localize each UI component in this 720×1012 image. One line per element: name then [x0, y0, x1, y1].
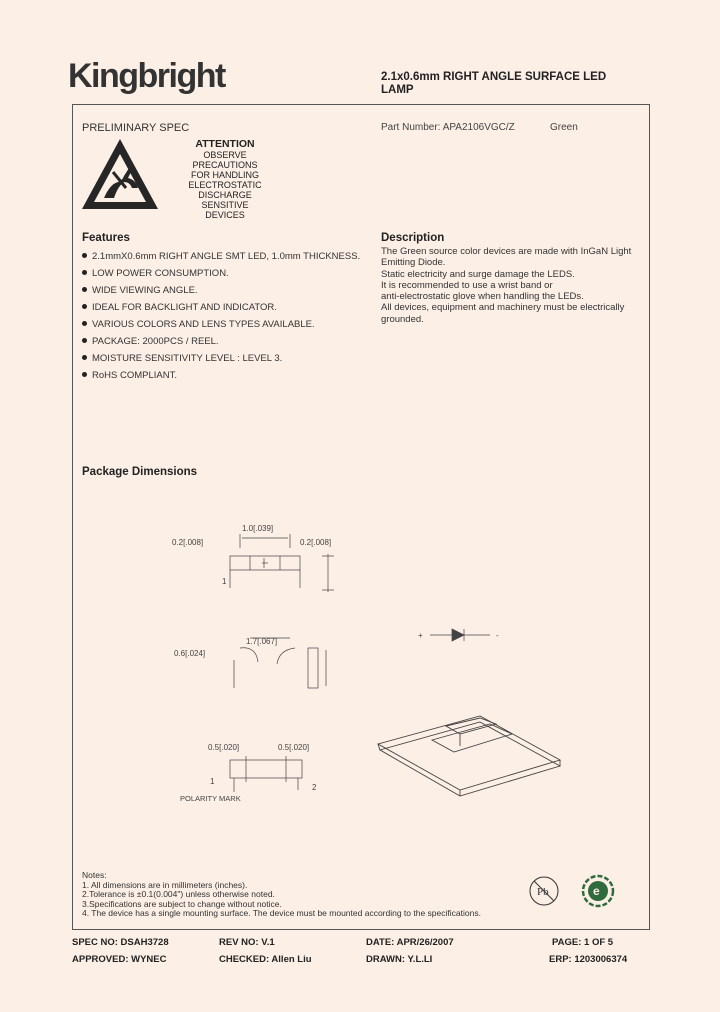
approved-by: APPROVED: WYNEC [72, 954, 167, 965]
footer-row-2 [72, 954, 650, 971]
dim-top-label: 1.0[.039] [242, 524, 274, 533]
dim-side-label: 0.6[.024] [174, 649, 206, 658]
side-view-drawing [174, 637, 326, 688]
description-body [381, 246, 643, 325]
description-line: anti-electrostatic glove when handling the LEDs. [381, 291, 584, 303]
cathode-label: - [496, 631, 499, 640]
diode-symbol-icon [418, 629, 499, 641]
spec-frame [72, 104, 650, 930]
svg-text:Pb: Pb [537, 886, 549, 898]
drawn-by: DRAWN: Y.L.LI [366, 954, 433, 965]
spec-number: SPEC NO: DSAH3728 [72, 937, 169, 948]
feature-item: RoHS COMPLIANT. [82, 370, 362, 381]
checked-by: CHECKED: Allen Liu [219, 954, 312, 965]
page-indicator: PAGE: 1 OF 5 [552, 937, 614, 948]
attention-line: SENSITIVE [201, 200, 249, 210]
dim-right-label: 0.2[.008] [300, 538, 332, 547]
description-line: Emitting Diode. [381, 257, 446, 269]
description-line: It is recommended to use a wrist band or [381, 279, 553, 291]
kingbright-logo: Kingbright [68, 57, 225, 95]
isometric-view-drawing [378, 716, 560, 796]
bottom-view-drawing [180, 743, 317, 803]
pin1-label: 1 [222, 577, 227, 586]
feature-item: VARIOUS COLORS AND LENS TYPES AVAILABLE. [82, 319, 362, 330]
anode-label: + [418, 631, 423, 640]
document-date: DATE: APR/26/2007 [366, 937, 454, 948]
footer-row-1 [72, 937, 650, 954]
attention-line: OBSERVE PRECAUTIONS [192, 150, 258, 170]
dim-bottom-right-label: 0.5[.020] [278, 743, 310, 752]
dim-bottom-left-label: 0.5[.020] [208, 743, 240, 752]
dim-left-label: 0.2[.008] [172, 538, 204, 547]
pin2-label: 2 [312, 783, 317, 792]
pin1-bottom-label: 1 [210, 777, 215, 786]
part-number: Part Number: APA2106VGC/Z [381, 122, 515, 133]
feature-item: LOW POWER CONSUMPTION. [82, 268, 362, 279]
description-heading: Description [381, 232, 445, 244]
features-heading: Features [82, 232, 130, 244]
polarity-mark-label: POLARITY MARK [180, 794, 241, 803]
footer [72, 937, 650, 971]
feature-item: PACKAGE: 2000PCS / REEL. [82, 336, 362, 347]
features-list [82, 251, 362, 387]
feature-item: 2.1mmX0.6mm RIGHT ANGLE SMT LED, 1.0mm THICKNESS. [82, 251, 362, 262]
attention-notice [172, 139, 278, 220]
note-line: 4. The device has a single mounting surface. The device must be mounted according to the specifications. [82, 908, 481, 918]
attention-title: ATTENTION [195, 138, 255, 150]
feature-item: MOISTURE SENSITIVITY LEVEL : LEVEL 3. [82, 353, 362, 364]
rohs-e-icon [583, 876, 613, 906]
part-color: Green [550, 122, 578, 133]
top-view-drawing [172, 524, 334, 592]
esd-warning-icon [80, 136, 160, 212]
revision-number: REV NO: V.1 [219, 937, 275, 948]
attention-line: DEVICES [205, 210, 245, 220]
attention-line: DISCHARGE [198, 190, 252, 200]
compliance-badges [527, 874, 622, 908]
description-line: Static electricity and surge damage the LEDS. [381, 268, 575, 280]
attention-line: ELECTROSTATIC [188, 180, 262, 190]
feature-item: IDEAL FOR BACKLIGHT AND INDICATOR. [82, 302, 362, 313]
description-line: All devices, equipment and machinery must be electrically [381, 302, 625, 314]
svg-text:e: e [593, 884, 600, 898]
note-line: 2.Tolerance is ±0.1(0.004") unless otherwise noted. [82, 889, 275, 899]
notes-title: Notes: [82, 870, 107, 880]
spec-status: PRELIMINARY SPEC [82, 122, 190, 134]
erp-number: ERP: 1203006374 [549, 954, 628, 965]
dim-mid-label: 1.7[.067] [246, 637, 278, 646]
description-line: grounded. [381, 313, 424, 325]
feature-item: WIDE VIEWING ANGLE. [82, 285, 362, 296]
package-dimension-drawings [150, 520, 570, 805]
description-line: The Green source color devices are made with InGaN Light [381, 246, 632, 257]
package-dimensions-heading: Package Dimensions [82, 466, 198, 478]
attention-line: FOR HANDLING [190, 170, 259, 180]
document-title: 2.1x0.6mm RIGHT ANGLE SURFACE LED LAMP [381, 71, 607, 96]
note-line: 1. All dimensions are in millimeters (inches). [82, 879, 248, 890]
lead-free-pb-icon [530, 877, 558, 905]
note-line: 3.Specifications are subject to change without notice. [82, 898, 282, 909]
